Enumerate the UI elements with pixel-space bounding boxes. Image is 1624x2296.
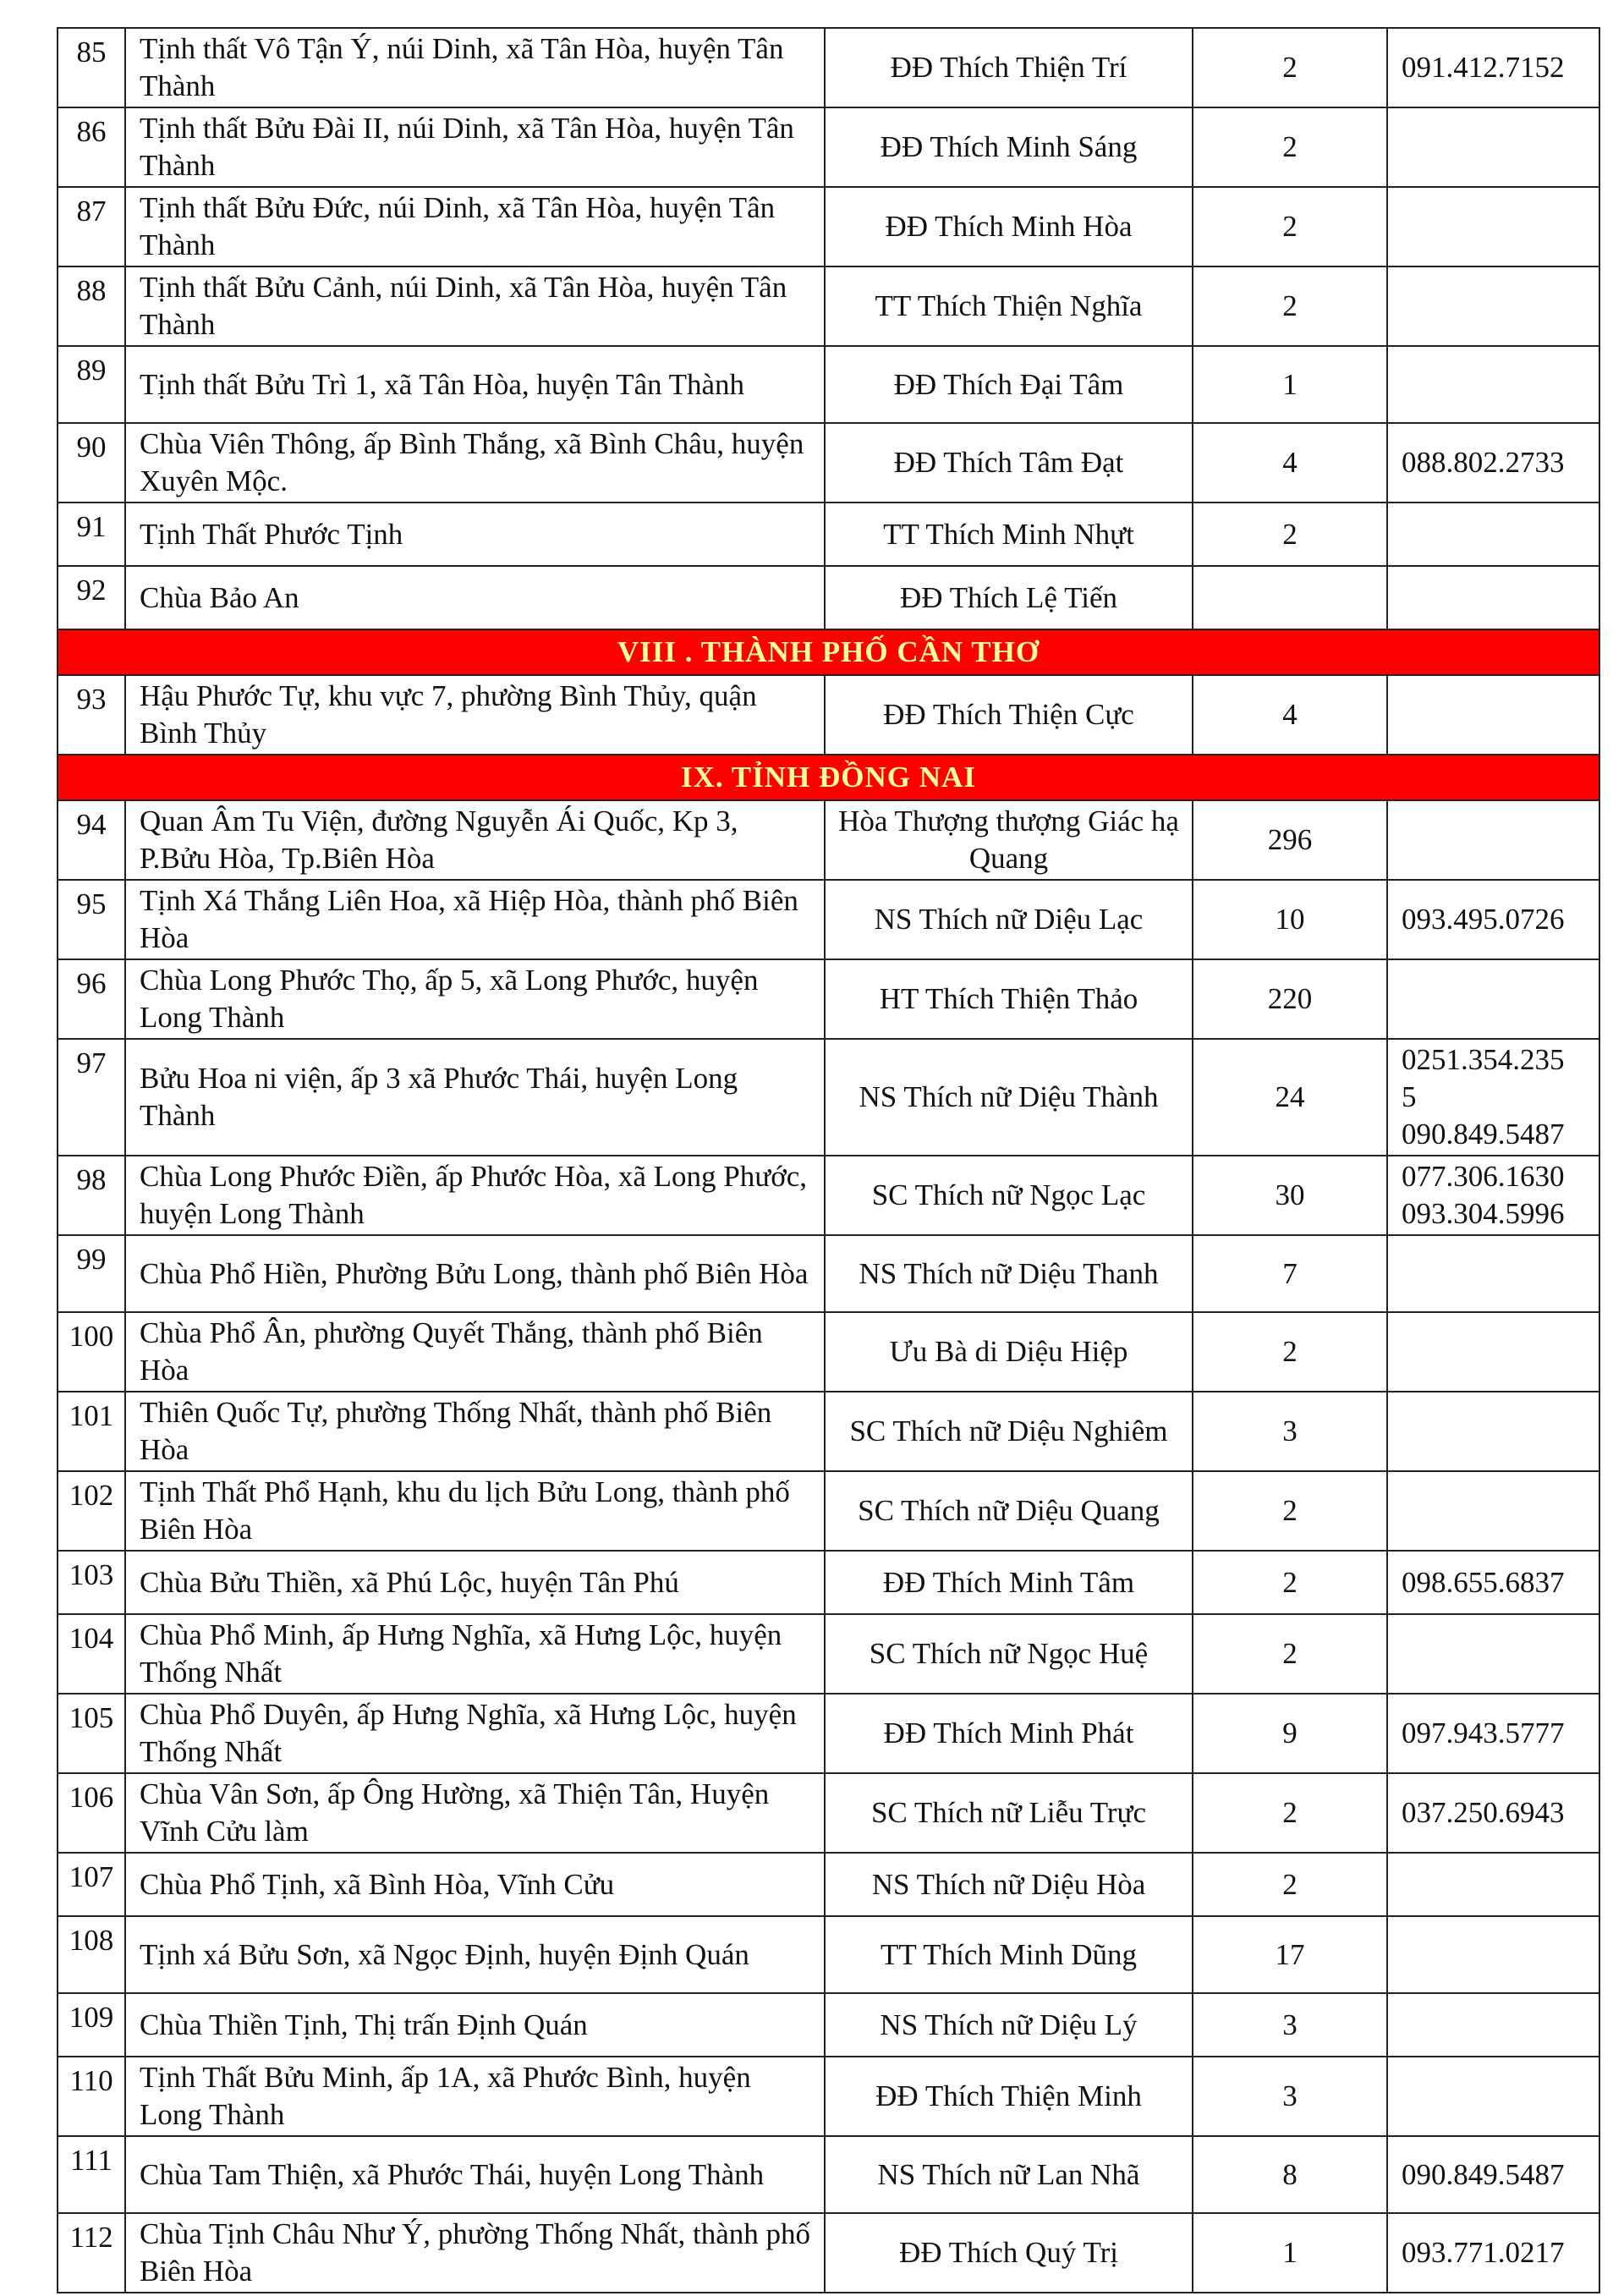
temple-name-cell: Chùa Bửu Thiền, xã Phú Lộc, huyện Tân Phú <box>125 1551 825 1614</box>
table-row <box>58 2213 1599 2293</box>
abbot-cell: NS Thích nữ Diệu Thanh <box>825 1235 1193 1312</box>
phone-cell: 090.849.5487 <box>1387 2136 1599 2213</box>
member-count-cell: 2 <box>1193 1551 1387 1614</box>
temple-name-cell: Tịnh thất Vô Tận Ý, núi Dinh, xã Tân Hòa, huyện Tân Thành <box>125 28 825 107</box>
table-row <box>58 423 1599 503</box>
abbot-cell: Hòa Thượng thượng Giác hạ Quang <box>825 800 1193 880</box>
temple-name-cell: Chùa Thiền Tịnh, Thị trấn Định Quán <box>125 1993 825 2057</box>
phone-cell <box>1387 107 1599 187</box>
table-row <box>58 1312 1599 1392</box>
row-number: 101 <box>58 1392 125 1471</box>
member-count-cell: 17 <box>1193 1916 1387 1993</box>
table-row <box>58 1392 1599 1471</box>
member-count-cell: 30 <box>1193 1156 1387 1235</box>
table-row <box>58 1614 1599 1694</box>
temple-name-cell: Tịnh thất Bửu Cảnh, núi Dinh, xã Tân Hòa, huyện Tân Thành <box>125 266 825 346</box>
table-row <box>58 2057 1599 2136</box>
abbot-cell: ĐĐ Thích Quý Trị <box>825 2213 1193 2293</box>
temple-name-cell: Chùa Long Phước Thọ, ấp 5, xã Long Phước, huyện Long Thành <box>125 959 825 1039</box>
abbot-cell: SC Thích nữ Diệu Nghiêm <box>825 1392 1193 1471</box>
phone-cell <box>1387 1614 1599 1694</box>
temple-name-cell: Chùa Phổ Tịnh, xã Bình Hòa, Vĩnh Cửu <box>125 1853 825 1916</box>
row-number: 112 <box>58 2213 125 2293</box>
table-row <box>58 107 1599 187</box>
member-count-cell: 3 <box>1193 1993 1387 2057</box>
phone-cell: 077.306.1630 093.304.5996 <box>1387 1156 1599 1235</box>
abbot-cell: ĐĐ Thích Lệ Tiến <box>825 566 1193 629</box>
abbot-cell: SC Thích nữ Diệu Quang <box>825 1471 1193 1551</box>
temple-name-cell: Chùa Phổ Hiền, Phường Bửu Long, thành phố Biên Hòa <box>125 1235 825 1312</box>
member-count-cell: 2 <box>1193 1853 1387 1916</box>
abbot-cell: NS Thích nữ Diệu Lạc <box>825 880 1193 959</box>
temple-name-cell: Tịnh thất Bửu Trì 1, xã Tân Hòa, huyện Tân Thành <box>125 346 825 423</box>
abbot-cell: Ưu Bà di Diệu Hiệp <box>825 1312 1193 1392</box>
table-row <box>58 187 1599 266</box>
member-count-cell: 220 <box>1193 959 1387 1039</box>
row-number: 100 <box>58 1312 125 1392</box>
temple-name-cell: Chùa Bảo An <box>125 566 825 629</box>
row-number: 97 <box>58 1039 125 1156</box>
abbot-cell: TT Thích Minh Nhựt <box>825 503 1193 566</box>
temple-name-cell: Chùa Phổ Duyên, ấp Hưng Nghĩa, xã Hưng Lộc, huyện Thống Nhất <box>125 1694 825 1773</box>
temple-name-cell: Thiên Quốc Tự, phường Thống Nhất, thành phố Biên Hòa <box>125 1392 825 1471</box>
temple-name-cell: Tịnh Thất Bửu Minh, ấp 1A, xã Phước Bình, huyện Long Thành <box>125 2057 825 2136</box>
member-count-cell: 4 <box>1193 675 1387 755</box>
phone-cell: 093.495.0726 <box>1387 880 1599 959</box>
temple-name-cell: Chùa Tịnh Châu Như Ý, phường Thống Nhất, thành phố Biên Hòa <box>125 2213 825 2293</box>
temple-name-cell: Chùa Long Phước Điền, ấp Phước Hòa, xã Long Phước, huyện Long Thành <box>125 1156 825 1235</box>
phone-cell: 098.655.6837 <box>1387 1551 1599 1614</box>
member-count-cell: 1 <box>1193 346 1387 423</box>
abbot-cell: ĐĐ Thích Tâm Đạt <box>825 423 1193 503</box>
table-row <box>58 675 1599 755</box>
member-count-cell: 2 <box>1193 107 1387 187</box>
table-row <box>58 1039 1599 1156</box>
phone-cell <box>1387 959 1599 1039</box>
abbot-cell: TT Thích Minh Dũng <box>825 1916 1193 1993</box>
temple-name-cell: Chùa Vân Sơn, ấp Ông Hường, xã Thiện Tân, Huyện Vĩnh Cửu làm <box>125 1773 825 1853</box>
phone-cell: 0251.354.235 5 090.849.5487 <box>1387 1039 1599 1156</box>
table-row <box>58 503 1599 566</box>
abbot-cell: ĐĐ Thích Thiện Minh <box>825 2057 1193 2136</box>
row-number: 102 <box>58 1471 125 1551</box>
abbot-cell: SC Thích nữ Liễu Trực <box>825 1773 1193 1853</box>
member-count-cell: 4 <box>1193 423 1387 503</box>
temple-name-cell: Chùa Phổ Ân, phường Quyết Thắng, thành phố Biên Hòa <box>125 1312 825 1392</box>
abbot-cell: ĐĐ Thích Thiện Cực <box>825 675 1193 755</box>
temple-name-cell: Chùa Tam Thiện, xã Phước Thái, huyện Long Thành <box>125 2136 825 2213</box>
phone-cell: 037.250.6943 <box>1387 1773 1599 1853</box>
section-title: VIII . THÀNH PHỐ CẦN THƠ <box>58 629 1599 675</box>
temple-name-cell: Chùa Viên Thông, ấp Bình Thắng, xã Bình Châu, huyện Xuyên Mộc. <box>125 423 825 503</box>
table-row <box>58 1773 1599 1853</box>
phone-cell: 088.802.2733 <box>1387 423 1599 503</box>
member-count-cell: 2 <box>1193 266 1387 346</box>
table-row <box>58 2136 1599 2213</box>
phone-cell <box>1387 1312 1599 1392</box>
row-number: 108 <box>58 1916 125 1993</box>
abbot-cell: ĐĐ Thích Minh Phát <box>825 1694 1193 1773</box>
member-count-cell: 2 <box>1193 1471 1387 1551</box>
table-row <box>58 880 1599 959</box>
table-row <box>58 800 1599 880</box>
table-row <box>58 566 1599 629</box>
phone-cell <box>1387 1916 1599 1993</box>
table-row <box>58 1235 1599 1312</box>
abbot-cell: ĐĐ Thích Đại Tâm <box>825 346 1193 423</box>
section-header-row <box>58 755 1599 800</box>
member-count-cell <box>1193 566 1387 629</box>
phone-cell <box>1387 503 1599 566</box>
phone-cell <box>1387 800 1599 880</box>
table-row <box>58 1916 1599 1993</box>
phone-cell <box>1387 675 1599 755</box>
phone-cell <box>1387 1471 1599 1551</box>
row-number: 106 <box>58 1773 125 1853</box>
abbot-cell: ĐĐ Thích Minh Hòa <box>825 187 1193 266</box>
abbot-cell: ĐĐ Thích Minh Sáng <box>825 107 1193 187</box>
row-number: 93 <box>58 675 125 755</box>
row-number: 92 <box>58 566 125 629</box>
member-count-cell: 8 <box>1193 2136 1387 2213</box>
table-row <box>58 1694 1599 1773</box>
row-number: 103 <box>58 1551 125 1614</box>
row-number: 89 <box>58 346 125 423</box>
member-count-cell: 24 <box>1193 1039 1387 1156</box>
phone-cell <box>1387 1392 1599 1471</box>
phone-cell: 093.771.0217 <box>1387 2213 1599 2293</box>
temple-name-cell: Tịnh thất Bửu Đức, núi Dinh, xã Tân Hòa, huyện Tân Thành <box>125 187 825 266</box>
phone-cell <box>1387 566 1599 629</box>
temple-name-cell: Quan Âm Tu Viện, đường Nguyễn Ái Quốc, Kp 3, P.Bửu Hòa, Tp.Biên Hòa <box>125 800 825 880</box>
table-row <box>58 28 1599 107</box>
table-row <box>58 346 1599 423</box>
row-number: 104 <box>58 1614 125 1694</box>
member-count-cell: 7 <box>1193 1235 1387 1312</box>
row-number: 91 <box>58 503 125 566</box>
phone-cell <box>1387 1993 1599 2057</box>
row-number: 109 <box>58 1993 125 2057</box>
phone-cell <box>1387 266 1599 346</box>
abbot-cell: ĐĐ Thích Minh Tâm <box>825 1551 1193 1614</box>
abbot-cell: ĐĐ Thích Thiện Trí <box>825 28 1193 107</box>
row-number: 99 <box>58 1235 125 1312</box>
table-row <box>58 1993 1599 2057</box>
phone-cell <box>1387 1235 1599 1312</box>
row-number: 105 <box>58 1694 125 1773</box>
member-count-cell: 3 <box>1193 2057 1387 2136</box>
temple-name-cell: Tịnh xá Bửu Sơn, xã Ngọc Định, huyện Định Quán <box>125 1916 825 1993</box>
phone-cell <box>1387 2057 1599 2136</box>
member-count-cell: 3 <box>1193 1392 1387 1471</box>
row-number: 94 <box>58 800 125 880</box>
row-number: 110 <box>58 2057 125 2136</box>
phone-cell <box>1387 1853 1599 1916</box>
member-count-cell: 1 <box>1193 2213 1387 2293</box>
phone-cell: 091.412.7152 <box>1387 28 1599 107</box>
member-count-cell: 296 <box>1193 800 1387 880</box>
row-number: 96 <box>58 959 125 1039</box>
abbot-cell: SC Thích nữ Ngọc Huệ <box>825 1614 1193 1694</box>
temple-name-cell: Tịnh Xá Thắng Liên Hoa, xã Hiệp Hòa, thành phố Biên Hòa <box>125 880 825 959</box>
phone-cell <box>1387 187 1599 266</box>
abbot-cell: HT Thích Thiện Thảo <box>825 959 1193 1039</box>
section-title: IX. TỈNH ĐỒNG NAI <box>58 755 1599 800</box>
phone-cell <box>1387 346 1599 423</box>
member-count-cell: 2 <box>1193 1773 1387 1853</box>
row-number: 85 <box>58 28 125 107</box>
temple-name-cell: Tịnh thất Bửu Đài II, núi Dinh, xã Tân Hòa, huyện Tân Thành <box>125 107 825 187</box>
abbot-cell: NS Thích nữ Lan Nhã <box>825 2136 1193 2213</box>
temple-name-cell: Bửu Hoa ni viện, ấp 3 xã Phước Thái, huyện Long Thành <box>125 1039 825 1156</box>
row-number: 90 <box>58 423 125 503</box>
table-row <box>58 1471 1599 1551</box>
member-count-cell: 2 <box>1193 1312 1387 1392</box>
row-number: 111 <box>58 2136 125 2213</box>
abbot-cell: NS Thích nữ Diệu Lý <box>825 1993 1193 2057</box>
row-number: 86 <box>58 107 125 187</box>
table-row <box>58 1156 1599 1235</box>
abbot-cell: NS Thích nữ Diệu Thành <box>825 1039 1193 1156</box>
temple-name-cell: Chùa Phổ Minh, ấp Hưng Nghĩa, xã Hưng Lộc, huyện Thống Nhất <box>125 1614 825 1694</box>
table-row <box>58 1853 1599 1916</box>
temple-name-cell: Hậu Phước Tự, khu vực 7, phường Bình Thủy, quận Bình Thủy <box>125 675 825 755</box>
table-row <box>58 266 1599 346</box>
table-row <box>58 1551 1599 1614</box>
member-count-cell: 2 <box>1193 1614 1387 1694</box>
temple-name-cell: Tịnh Thất Phước Tịnh <box>125 503 825 566</box>
member-count-cell: 10 <box>1193 880 1387 959</box>
phone-cell: 097.943.5777 <box>1387 1694 1599 1773</box>
abbot-cell: NS Thích nữ Diệu Hòa <box>825 1853 1193 1916</box>
member-count-cell: 2 <box>1193 28 1387 107</box>
abbot-cell: TT Thích Thiện Nghĩa <box>825 266 1193 346</box>
section-header-row <box>58 629 1599 675</box>
temple-table <box>57 27 1600 2293</box>
row-number: 87 <box>58 187 125 266</box>
table-row <box>58 959 1599 1039</box>
abbot-cell: SC Thích nữ Ngọc Lạc <box>825 1156 1193 1235</box>
member-count-cell: 2 <box>1193 503 1387 566</box>
row-number: 107 <box>58 1853 125 1916</box>
member-count-cell: 2 <box>1193 187 1387 266</box>
row-number: 88 <box>58 266 125 346</box>
temple-name-cell: Tịnh Thất Phổ Hạnh, khu du lịch Bửu Long, thành phố Biên Hòa <box>125 1471 825 1551</box>
row-number: 95 <box>58 880 125 959</box>
row-number: 98 <box>58 1156 125 1235</box>
member-count-cell: 9 <box>1193 1694 1387 1773</box>
